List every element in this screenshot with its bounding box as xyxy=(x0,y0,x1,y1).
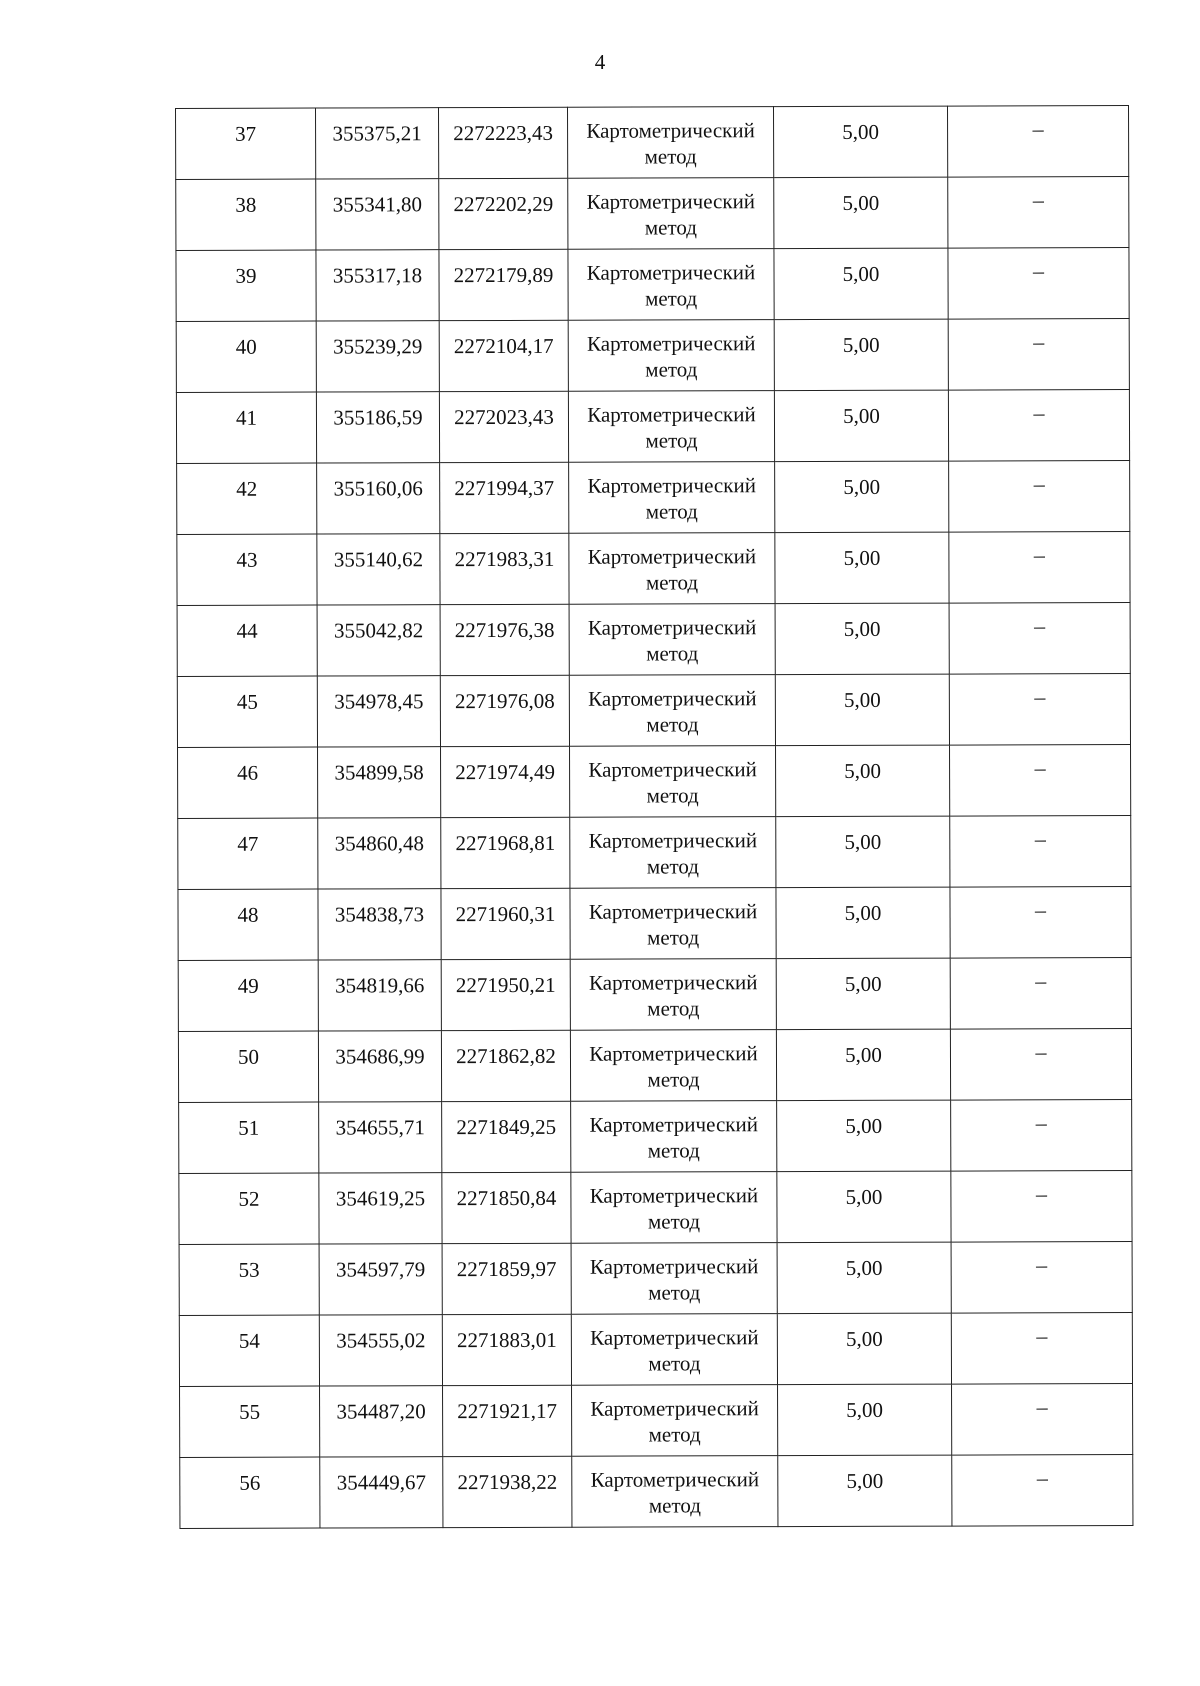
coordinate-x-cell: 354978,45 xyxy=(317,676,440,747)
point-number-cell: 45 xyxy=(177,676,317,747)
method-line-2: метод xyxy=(646,641,699,666)
coordinate-y-cell: 2271976,38 xyxy=(440,604,569,675)
method-line-1: Картометрический xyxy=(586,189,756,214)
table-row xyxy=(176,248,1129,322)
method-line-1: Картометрический xyxy=(589,1254,759,1279)
note-cell: – xyxy=(951,1241,1132,1313)
method-cell xyxy=(568,320,774,392)
coordinates-table xyxy=(175,105,1133,1529)
method-cell xyxy=(570,746,776,818)
method-line-1: Картометрический xyxy=(589,1183,759,1208)
coordinate-x-cell: 355140,62 xyxy=(317,534,440,605)
note-cell: – xyxy=(948,248,1129,320)
method-line-1: Картометрический xyxy=(587,473,756,498)
table-row xyxy=(179,1312,1132,1386)
table-row xyxy=(178,1029,1131,1103)
coordinates-table-body xyxy=(176,106,1133,1529)
method-line-1: Картометрический xyxy=(586,118,755,143)
point-number-cell: 49 xyxy=(178,960,318,1031)
table-row xyxy=(177,461,1130,535)
method-line-2: метод xyxy=(645,286,698,311)
table-row xyxy=(177,603,1130,677)
method-line-1: Картометрический xyxy=(590,1396,759,1421)
note-cell: – xyxy=(949,603,1130,675)
method-cell xyxy=(569,533,775,605)
method-line-1: Картометрический xyxy=(589,1112,758,1137)
coordinate-y-cell: 2271994,37 xyxy=(440,462,569,533)
coordinate-x-cell: 354860,48 xyxy=(318,818,441,889)
point-number-cell: 50 xyxy=(178,1031,318,1102)
method-line-2: метод xyxy=(646,854,699,879)
table-row xyxy=(176,390,1129,464)
coordinate-x-cell: 354899,58 xyxy=(318,747,441,818)
method-cell xyxy=(568,391,774,463)
coordinate-x-cell: 354686,99 xyxy=(318,1031,441,1102)
note-cell: – xyxy=(950,745,1131,817)
method-cell xyxy=(567,107,773,179)
accuracy-cell: 5,00 xyxy=(773,106,947,178)
accuracy-cell: 5,00 xyxy=(777,1100,951,1172)
accuracy-cell: 5,00 xyxy=(774,390,948,462)
method-cell xyxy=(571,1243,777,1315)
method-line-1: Картометрический xyxy=(589,1041,758,1066)
accuracy-cell: 5,00 xyxy=(775,461,949,533)
method-line-2: метод xyxy=(648,1280,701,1305)
accuracy-cell: 5,00 xyxy=(777,1171,951,1243)
method-line-2: метод xyxy=(648,1422,701,1447)
point-number-cell: 54 xyxy=(179,1315,319,1386)
point-number-cell: 55 xyxy=(180,1386,320,1457)
method-cell xyxy=(572,1385,778,1457)
table-row xyxy=(176,106,1129,180)
accuracy-cell: 5,00 xyxy=(774,319,948,391)
table-row xyxy=(178,816,1131,890)
note-cell: – xyxy=(948,390,1129,462)
method-cell xyxy=(571,1314,777,1386)
accuracy-cell: 5,00 xyxy=(778,1384,952,1456)
coordinate-x-cell: 354655,71 xyxy=(319,1102,442,1173)
note-cell: – xyxy=(948,319,1129,391)
method-line-2: метод xyxy=(647,1138,700,1163)
table-row xyxy=(179,1241,1132,1315)
method-line-1: Картометрический xyxy=(588,899,758,924)
coordinate-x-cell: 354838,73 xyxy=(318,889,441,960)
note-cell: – xyxy=(951,1312,1132,1384)
coordinate-x-cell: 354449,67 xyxy=(320,1457,443,1528)
method-line-2: метод xyxy=(645,499,698,524)
coordinate-x-cell: 355160,06 xyxy=(317,463,440,534)
accuracy-cell: 5,00 xyxy=(775,603,949,675)
note-cell: – xyxy=(948,177,1129,249)
coordinate-x-cell: 355042,82 xyxy=(317,605,440,676)
accuracy-cell: 5,00 xyxy=(776,745,950,817)
method-line-1: Картометрический xyxy=(587,544,757,569)
method-cell xyxy=(568,178,774,250)
coordinate-y-cell: 2271883,01 xyxy=(442,1314,571,1385)
point-number-cell: 43 xyxy=(177,534,317,605)
note-cell: – xyxy=(951,1170,1132,1242)
method-line-1: Картометрический xyxy=(588,686,757,711)
method-line-1: Картометрический xyxy=(590,1325,759,1350)
method-line-2: метод xyxy=(648,1493,701,1518)
table-row xyxy=(179,1170,1132,1244)
coordinate-y-cell: 2272104,17 xyxy=(439,320,568,391)
method-cell xyxy=(572,1456,778,1528)
method-cell xyxy=(570,888,776,960)
method-cell xyxy=(569,604,775,676)
method-line-2: метод xyxy=(645,357,698,382)
method-line-2: метод xyxy=(647,1209,701,1234)
method-line-2: метод xyxy=(645,428,698,453)
accuracy-cell: 5,00 xyxy=(776,958,950,1030)
point-number-cell: 41 xyxy=(176,392,316,463)
note-cell: – xyxy=(952,1454,1133,1526)
accuracy-cell: 5,00 xyxy=(777,1313,951,1385)
accuracy-cell: 5,00 xyxy=(777,1242,951,1314)
coordinate-y-cell: 2272179,89 xyxy=(439,249,568,320)
coordinate-y-cell: 2271968,81 xyxy=(441,817,570,888)
coordinate-x-cell: 354619,25 xyxy=(319,1173,442,1244)
note-cell: – xyxy=(949,674,1130,746)
method-line-2: метод xyxy=(646,783,699,808)
method-line-1: Картометрический xyxy=(586,331,756,356)
point-number-cell: 46 xyxy=(178,747,318,818)
coordinate-y-cell: 2271983,31 xyxy=(440,533,569,604)
accuracy-cell: 5,00 xyxy=(778,1455,952,1527)
note-cell: – xyxy=(950,958,1131,1030)
point-number-cell: 52 xyxy=(179,1173,319,1244)
coordinate-y-cell: 2271859,97 xyxy=(442,1243,571,1314)
method-cell xyxy=(568,249,774,321)
coordinate-y-cell: 2271960,31 xyxy=(441,888,570,959)
table-row xyxy=(179,1099,1132,1173)
note-cell: – xyxy=(947,106,1128,178)
coordinate-y-cell: 2271862,82 xyxy=(441,1030,570,1101)
note-cell: – xyxy=(949,461,1130,533)
note-cell: – xyxy=(949,532,1130,604)
accuracy-cell: 5,00 xyxy=(775,674,949,746)
method-line-2: метод xyxy=(647,1067,700,1092)
coordinate-y-cell: 2271950,21 xyxy=(441,959,570,1030)
accuracy-cell: 5,00 xyxy=(774,177,948,249)
coordinate-x-cell: 355239,29 xyxy=(316,321,439,392)
point-number-cell: 37 xyxy=(176,108,316,179)
table-row xyxy=(180,1454,1133,1528)
table-row xyxy=(177,532,1130,606)
accuracy-cell: 5,00 xyxy=(774,248,948,320)
coordinate-y-cell: 2272202,29 xyxy=(439,178,568,249)
method-cell xyxy=(569,675,775,747)
method-cell xyxy=(571,1172,777,1244)
coordinate-y-cell: 2271974,49 xyxy=(441,746,570,817)
table-row xyxy=(178,745,1131,819)
accuracy-cell: 5,00 xyxy=(775,532,949,604)
method-line-2: метод xyxy=(648,1351,701,1376)
method-line-2: метод xyxy=(647,925,700,950)
point-number-cell: 48 xyxy=(178,889,318,960)
note-cell: – xyxy=(950,816,1131,888)
coordinate-y-cell: 2271976,08 xyxy=(440,675,569,746)
table-row xyxy=(178,958,1131,1032)
method-cell xyxy=(570,959,776,1031)
note-cell: – xyxy=(952,1383,1133,1455)
point-number-cell: 42 xyxy=(177,463,317,534)
point-number-cell: 51 xyxy=(179,1102,319,1173)
point-number-cell: 44 xyxy=(177,605,317,676)
coordinate-x-cell: 355375,21 xyxy=(316,108,439,179)
coordinate-x-cell: 355186,59 xyxy=(316,392,439,463)
method-cell xyxy=(570,1030,776,1102)
table-row xyxy=(176,177,1129,251)
method-line-1: Картометрический xyxy=(588,757,757,782)
coordinate-y-cell: 2271850,84 xyxy=(442,1172,571,1243)
coordinate-x-cell: 354555,02 xyxy=(319,1315,442,1386)
method-line-2: метод xyxy=(646,712,699,737)
coordinate-x-cell: 354819,66 xyxy=(318,960,441,1031)
coordinate-x-cell: 355341,80 xyxy=(316,179,439,250)
coordinate-x-cell: 354487,20 xyxy=(320,1386,443,1457)
method-line-2: метод xyxy=(644,215,697,240)
table-row xyxy=(177,674,1130,748)
method-cell xyxy=(569,462,775,534)
point-number-cell: 38 xyxy=(176,179,316,250)
coordinate-y-cell: 2271849,25 xyxy=(442,1101,571,1172)
method-line-1: Картометрический xyxy=(588,970,758,995)
note-cell: – xyxy=(950,1029,1131,1101)
method-line-1: Картометрический xyxy=(587,402,756,427)
point-number-cell: 56 xyxy=(180,1457,320,1528)
coordinate-y-cell: 2272023,43 xyxy=(439,391,568,462)
coordinate-y-cell: 2272223,43 xyxy=(439,107,568,178)
table-row xyxy=(178,887,1131,961)
method-line-2: метод xyxy=(645,570,699,595)
coordinate-y-cell: 2271921,17 xyxy=(443,1385,572,1456)
method-line-1: Картометрический xyxy=(588,828,758,853)
accuracy-cell: 5,00 xyxy=(776,816,950,888)
method-line-2: метод xyxy=(644,144,697,169)
note-cell: – xyxy=(951,1099,1132,1171)
page-number: 4 xyxy=(594,50,606,74)
method-line-1: Картометрический xyxy=(586,260,756,285)
coordinate-x-cell: 355317,18 xyxy=(316,250,439,321)
point-number-cell: 47 xyxy=(178,818,318,889)
method-line-1: Картометрический xyxy=(590,1467,760,1492)
point-number-cell: 40 xyxy=(176,321,316,392)
accuracy-cell: 5,00 xyxy=(776,887,950,959)
method-cell xyxy=(571,1101,777,1173)
table-row xyxy=(180,1383,1133,1457)
point-number-cell: 39 xyxy=(176,250,316,321)
coordinate-y-cell: 2271938,22 xyxy=(443,1456,572,1527)
coordinate-x-cell: 354597,79 xyxy=(319,1244,442,1315)
method-line-1: Картометрический xyxy=(587,615,757,640)
method-cell xyxy=(570,817,776,889)
point-number-cell: 53 xyxy=(179,1244,319,1315)
accuracy-cell: 5,00 xyxy=(776,1029,950,1101)
method-line-2: метод xyxy=(647,996,700,1021)
table-row xyxy=(176,319,1129,393)
note-cell: – xyxy=(950,887,1131,959)
